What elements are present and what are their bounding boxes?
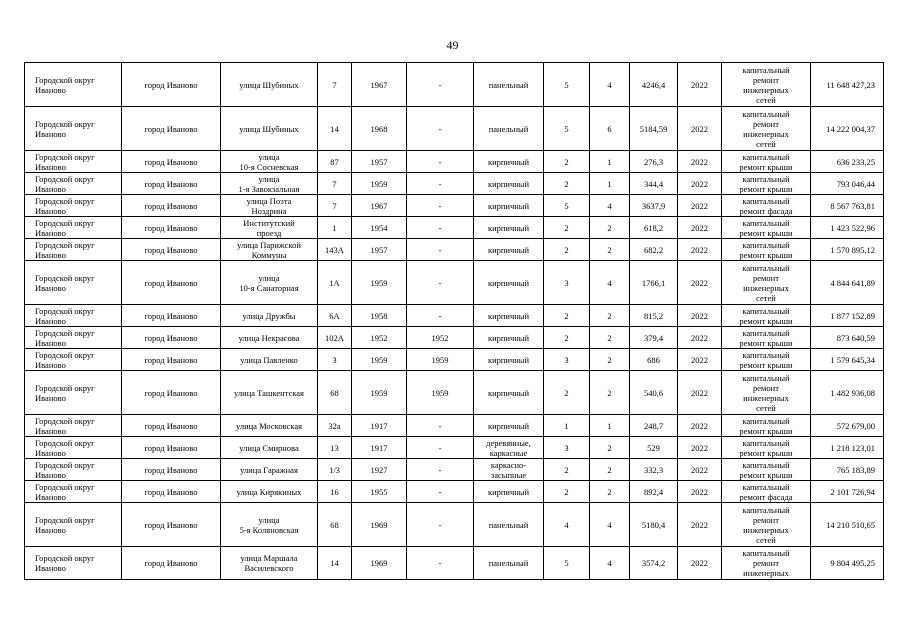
table-cell: 2022: [678, 481, 722, 503]
table-cell: 2: [590, 371, 630, 415]
table-row: [25, 261, 884, 305]
table-row: [25, 63, 884, 107]
table-cell: 14: [318, 547, 352, 580]
table-cell: 3: [318, 349, 352, 371]
table-cell: улица Поэта Ноздрина: [221, 195, 318, 217]
table-cell: 1 877 152,89: [811, 305, 884, 327]
table-cell: 540,6: [630, 371, 678, 415]
table-cell: Городской округ Иваново: [25, 415, 122, 437]
table-cell: Городской округ Иваново: [25, 503, 122, 547]
table-cell: 2: [544, 459, 590, 481]
table-cell: капитальный ремонт инженерных: [722, 547, 811, 580]
table-cell: улица Смирнова: [221, 437, 318, 459]
table-cell: 572 679,00: [811, 415, 884, 437]
table-cell: 7: [318, 173, 352, 195]
table-cell: капитальный ремонт крыши: [722, 151, 811, 173]
table-cell: улица Парижской Коммуны: [221, 239, 318, 261]
table-cell: улица 10-я Санаторная: [221, 261, 318, 305]
table-cell: 6: [590, 107, 630, 151]
table-cell: город Иваново: [122, 481, 221, 503]
table-cell: 793 046,44: [811, 173, 884, 195]
table-cell: 1967: [352, 195, 407, 217]
table-cell: 276,3: [630, 151, 678, 173]
table-cell: панельный: [474, 547, 544, 580]
table-cell: 1 482 936,08: [811, 371, 884, 415]
table-cell: 529: [630, 437, 678, 459]
table-cell: -: [407, 305, 474, 327]
table-cell: капитальный ремонт инженерных сетей: [722, 107, 811, 151]
table-cell: 1957: [352, 239, 407, 261]
table-cell: 1: [318, 217, 352, 239]
table-cell: 2022: [678, 173, 722, 195]
table-cell: 332,3: [630, 459, 678, 481]
table-cell: улица 10-я Сосневская: [221, 151, 318, 173]
table-cell: 4: [590, 195, 630, 217]
table-cell: 2: [590, 481, 630, 503]
table-cell: город Иваново: [122, 305, 221, 327]
table-cell: 682,2: [630, 239, 678, 261]
table-cell: 618,2: [630, 217, 678, 239]
table-cell: 2 101 726,94: [811, 481, 884, 503]
table-cell: 1952: [407, 327, 474, 349]
table-cell: панельный: [474, 107, 544, 151]
table-cell: улица Московская: [221, 415, 318, 437]
table-cell: 1: [544, 415, 590, 437]
table-cell: улица Гаражная: [221, 459, 318, 481]
table-cell: 2: [544, 481, 590, 503]
table-cell: 1952: [352, 327, 407, 349]
table-cell: 2: [590, 239, 630, 261]
table-cell: 2022: [678, 63, 722, 107]
table-cell: капитальный ремонт инженерных сетей: [722, 503, 811, 547]
table-cell: 5: [544, 107, 590, 151]
table-cell: каркасно- засыпные: [474, 459, 544, 481]
table-cell: 2: [590, 459, 630, 481]
table-cell: -: [407, 151, 474, 173]
table-cell: 4: [590, 63, 630, 107]
table-cell: кирпичный: [474, 195, 544, 217]
table-row: [25, 217, 884, 239]
table-cell: кирпичный: [474, 151, 544, 173]
table-cell: капитальный ремонт инженерных сетей: [722, 261, 811, 305]
table-cell: 1 570 895,12: [811, 239, 884, 261]
table-cell: улица Павленко: [221, 349, 318, 371]
table-cell: 1954: [352, 217, 407, 239]
table-cell: город Иваново: [122, 63, 221, 107]
table-cell: Городской округ Иваново: [25, 481, 122, 503]
table-cell: 2022: [678, 107, 722, 151]
table-cell: кирпичный: [474, 327, 544, 349]
table-cell: 1917: [352, 437, 407, 459]
table-cell: кирпичный: [474, 349, 544, 371]
table-cell: 5: [544, 547, 590, 580]
table-cell: -: [407, 239, 474, 261]
table-cell: капитальный ремонт крыши: [722, 239, 811, 261]
table-cell: -: [407, 195, 474, 217]
table-cell: 2022: [678, 437, 722, 459]
table-cell: 4: [590, 503, 630, 547]
table-cell: 1969: [352, 503, 407, 547]
table-cell: 14: [318, 107, 352, 151]
table-cell: 2022: [678, 151, 722, 173]
table-cell: Институтский проезд: [221, 217, 318, 239]
table-cell: 2: [544, 239, 590, 261]
table-cell: 1: [590, 173, 630, 195]
table-cell: 248,7: [630, 415, 678, 437]
table-cell: -: [407, 63, 474, 107]
table-cell: город Иваново: [122, 151, 221, 173]
table-cell: -: [407, 261, 474, 305]
table-cell: 2022: [678, 503, 722, 547]
table-cell: улица 1-я Завокзальная: [221, 173, 318, 195]
table-cell: Городской округ Иваново: [25, 195, 122, 217]
table-row: [25, 437, 884, 459]
table-cell: -: [407, 107, 474, 151]
table-cell: 2: [544, 217, 590, 239]
table-cell: 1955: [352, 481, 407, 503]
table-cell: улица Дружбы: [221, 305, 318, 327]
table-cell: -: [407, 437, 474, 459]
table-cell: капитальный ремонт фасада: [722, 481, 811, 503]
table-row: [25, 107, 884, 151]
table-cell: Городской округ Иваново: [25, 151, 122, 173]
table-cell: город Иваново: [122, 415, 221, 437]
table-cell: 5180,4: [630, 503, 678, 547]
table-cell: 68: [318, 371, 352, 415]
table-cell: улица Ташкентская: [221, 371, 318, 415]
table-cell: 1А: [318, 261, 352, 305]
table-cell: улица Шубиных: [221, 107, 318, 151]
table-cell: 4246,4: [630, 63, 678, 107]
table-cell: 4 844 641,89: [811, 261, 884, 305]
table-cell: Городской округ Иваново: [25, 239, 122, 261]
table-cell: 4: [590, 547, 630, 580]
table-cell: 2022: [678, 195, 722, 217]
table-cell: 1967: [352, 63, 407, 107]
table-cell: 2: [544, 371, 590, 415]
table-cell: город Иваново: [122, 327, 221, 349]
table-cell: 7: [318, 195, 352, 217]
table-cell: город Иваново: [122, 547, 221, 580]
table-cell: -: [407, 481, 474, 503]
table-cell: город Иваново: [122, 261, 221, 305]
table-cell: 68: [318, 503, 352, 547]
table-cell: 1 579 645,34: [811, 349, 884, 371]
table-row: [25, 459, 884, 481]
table-cell: 2022: [678, 239, 722, 261]
table-cell: -: [407, 217, 474, 239]
table-cell: 4: [544, 503, 590, 547]
table-cell: 1: [590, 151, 630, 173]
table-cell: 3574,2: [630, 547, 678, 580]
table-cell: 1 218 123,01: [811, 437, 884, 459]
table-cell: 2: [590, 217, 630, 239]
table-cell: 1: [590, 415, 630, 437]
table-cell: 686: [630, 349, 678, 371]
table-cell: 3637,9: [630, 195, 678, 217]
table-cell: 2022: [678, 459, 722, 481]
table-cell: капитальный ремонт крыши: [722, 459, 811, 481]
table-cell: 1969: [352, 547, 407, 580]
table-cell: город Иваново: [122, 371, 221, 415]
table-cell: город Иваново: [122, 217, 221, 239]
table-cell: Городской округ Иваново: [25, 305, 122, 327]
table-cell: 2: [590, 305, 630, 327]
table-cell: 1959: [352, 261, 407, 305]
table-cell: капитальный ремонт крыши: [722, 327, 811, 349]
table-cell: кирпичный: [474, 173, 544, 195]
table-cell: улица Кирякиных: [221, 481, 318, 503]
table-cell: 1959: [352, 173, 407, 195]
table-cell: 2: [544, 173, 590, 195]
table-cell: 13: [318, 437, 352, 459]
table-cell: Городской округ Иваново: [25, 371, 122, 415]
table-row: [25, 173, 884, 195]
table-cell: город Иваново: [122, 349, 221, 371]
table-cell: 2022: [678, 371, 722, 415]
table-cell: капитальный ремонт крыши: [722, 305, 811, 327]
table-cell: кирпичный: [474, 415, 544, 437]
table-cell: улица Шубиных: [221, 63, 318, 107]
table-cell: 1927: [352, 459, 407, 481]
table-cell: Городской округ Иваново: [25, 63, 122, 107]
table-cell: 1957: [352, 151, 407, 173]
table-cell: 1959: [352, 349, 407, 371]
table-cell: 873 640,59: [811, 327, 884, 349]
table-cell: -: [407, 503, 474, 547]
table-cell: 11 648 427,23: [811, 63, 884, 107]
table-cell: 2: [590, 349, 630, 371]
table-cell: 2: [544, 151, 590, 173]
table-row: [25, 503, 884, 547]
table-row: [25, 327, 884, 349]
table-cell: город Иваново: [122, 239, 221, 261]
table-cell: 2: [590, 327, 630, 349]
table-cell: 2022: [678, 415, 722, 437]
table-cell: 7: [318, 63, 352, 107]
table-cell: кирпичный: [474, 481, 544, 503]
table-cell: 14 210 510,65: [811, 503, 884, 547]
table-cell: 2022: [678, 305, 722, 327]
table-cell: Городской округ Иваново: [25, 173, 122, 195]
table-cell: 8 567 763,81: [811, 195, 884, 217]
table-cell: 1917: [352, 415, 407, 437]
table-cell: 2022: [678, 217, 722, 239]
table-cell: 2022: [678, 547, 722, 580]
table-cell: 1959: [407, 349, 474, 371]
table-cell: 102А: [318, 327, 352, 349]
table-cell: 1968: [352, 107, 407, 151]
table-cell: деревянные, каркасные: [474, 437, 544, 459]
table-row: [25, 349, 884, 371]
table-cell: капитальный ремонт инженерных сетей: [722, 371, 811, 415]
table-cell: 32а: [318, 415, 352, 437]
table-row: [25, 547, 884, 580]
table-cell: 9 804 495,25: [811, 547, 884, 580]
page-number: 49: [446, 38, 459, 52]
table-cell: 1/3: [318, 459, 352, 481]
table-cell: капитальный ремонт крыши: [722, 217, 811, 239]
table-cell: город Иваново: [122, 503, 221, 547]
table-row: [25, 239, 884, 261]
table-cell: 379,4: [630, 327, 678, 349]
table-cell: Городской округ Иваново: [25, 107, 122, 151]
table-cell: 3: [544, 349, 590, 371]
table-cell: кирпичный: [474, 371, 544, 415]
table-cell: 2022: [678, 261, 722, 305]
table-cell: капитальный ремонт крыши: [722, 349, 811, 371]
table-cell: город Иваново: [122, 459, 221, 481]
table-cell: 5: [544, 63, 590, 107]
table-row: [25, 481, 884, 503]
table-cell: улица 5-я Коляновская: [221, 503, 318, 547]
table-cell: -: [407, 173, 474, 195]
table-cell: 1959: [352, 371, 407, 415]
table-cell: город Иваново: [122, 195, 221, 217]
table-cell: кирпичный: [474, 305, 544, 327]
table-cell: 2022: [678, 349, 722, 371]
table-cell: 765 183,89: [811, 459, 884, 481]
table-cell: 2: [544, 305, 590, 327]
table-cell: капитальный ремонт фасада: [722, 195, 811, 217]
table-cell: 3: [544, 261, 590, 305]
table-cell: кирпичный: [474, 239, 544, 261]
table-cell: Городской округ Иваново: [25, 437, 122, 459]
table-cell: панельный: [474, 503, 544, 547]
table-cell: капитальный ремонт крыши: [722, 415, 811, 437]
housing-repair-table: [24, 62, 884, 580]
table-cell: капитальный ремонт крыши: [722, 437, 811, 459]
table-cell: 1958: [352, 305, 407, 327]
table-cell: 2022: [678, 327, 722, 349]
table-cell: Городской округ Иваново: [25, 327, 122, 349]
table-cell: город Иваново: [122, 107, 221, 151]
table-cell: город Иваново: [122, 173, 221, 195]
table-row: [25, 305, 884, 327]
table-cell: 87: [318, 151, 352, 173]
table-cell: капитальный ремонт крыши: [722, 173, 811, 195]
table-cell: капитальный ремонт инженерных сетей: [722, 63, 811, 107]
table-cell: 2: [544, 327, 590, 349]
table-cell: 2: [590, 437, 630, 459]
table-cell: -: [407, 547, 474, 580]
table-cell: кирпичный: [474, 261, 544, 305]
table-cell: Городской округ Иваново: [25, 261, 122, 305]
table-row: [25, 371, 884, 415]
table-cell: 344,4: [630, 173, 678, 195]
table-cell: 143А: [318, 239, 352, 261]
table-cell: 636 233,25: [811, 151, 884, 173]
table-cell: Городской округ Иваново: [25, 349, 122, 371]
table-row: [25, 195, 884, 217]
table-cell: улица Маршала Василевского: [221, 547, 318, 580]
table-cell: Городской округ Иваново: [25, 217, 122, 239]
table-cell: 1 423 522,96: [811, 217, 884, 239]
table-cell: 815,2: [630, 305, 678, 327]
table-cell: 4: [590, 261, 630, 305]
table-cell: 16: [318, 481, 352, 503]
table-cell: 3: [544, 437, 590, 459]
table-cell: город Иваново: [122, 437, 221, 459]
table-row: [25, 415, 884, 437]
table-cell: 5: [544, 195, 590, 217]
table-cell: 5184,59: [630, 107, 678, 151]
table-cell: Городской округ Иваново: [25, 459, 122, 481]
table-cell: панельный: [474, 63, 544, 107]
table-row: [25, 151, 884, 173]
table-cell: 1959: [407, 371, 474, 415]
table-cell: 6А: [318, 305, 352, 327]
table-cell: 1766,1: [630, 261, 678, 305]
table-cell: улица Некрасова: [221, 327, 318, 349]
table-cell: кирпичный: [474, 217, 544, 239]
table-cell: -: [407, 459, 474, 481]
table-cell: 892,4: [630, 481, 678, 503]
table-cell: -: [407, 415, 474, 437]
table-cell: Городской округ Иваново: [25, 547, 122, 580]
table-cell: 14 222 004,37: [811, 107, 884, 151]
